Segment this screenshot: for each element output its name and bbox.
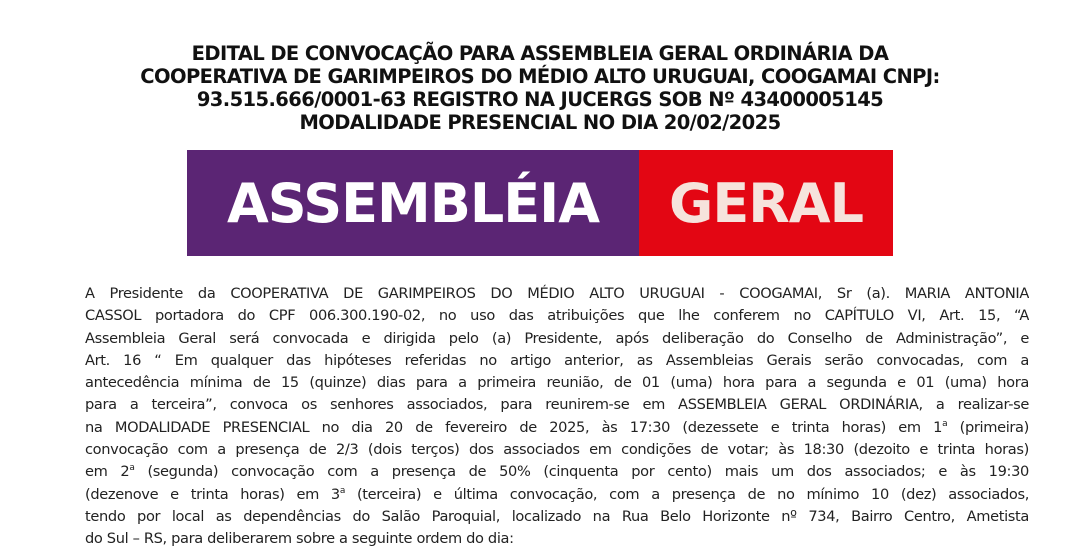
notice-title [60,42,1020,134]
body-line: para a terceira”, convoca os senhores associados, para reunirem-se em ASSEMBLEIA GERAL ORDINÁRIA, a realizar-se [85,396,1029,414]
notice-body [85,283,1029,551]
banner-left-text: ASSEMBLÉIA [226,171,600,235]
body-line: CASSOL portadora do CPF 006.300.190-02, no uso das atribuições que lhe conferem no CAPÍTULO VI, Art. 15, “A [85,307,1029,325]
title-line-4: MODALIDADE PRESENCIAL NO DIA 20/02/2025 [299,111,781,134]
body-text-segment: (dezenove e trinta horas) em 3 [85,485,340,503]
body-line: tendo por local as dependências do Salão Paroquial, localizado na Rua Belo Horizonte nº 734, Bairro Centro, Ametista [85,507,1029,525]
banner-right-text: GERAL [669,171,863,235]
ordinal-marker: a [339,485,346,496]
ordinal-marker: a [129,463,135,474]
body-text-segment: em 2 [85,463,130,481]
body-line: convocação com a presença de 2/3 (dois terços) dos associados em condições de votar; às 18:30 (dezoito e trinta horas) [85,441,1029,459]
body-line: Assembleia Geral será convocada e dirigida pelo (a) Presidente, após deliberação do Conselho de Administração”, e [85,329,1029,347]
banner-left-block [187,150,639,256]
body-text-segment: (segunda) convocação com a presença de 50% (cinquenta por cento) mais um dos associados; e às 19:30 [134,463,1029,481]
assembly-banner [187,150,893,256]
body-line: Art. 16 “ Em qualquer das hipóteses referidas no artigo anterior, as Assembleias Gerais serão convocadas, com a [85,351,1029,369]
title-line-1: EDITAL DE CONVOCAÇÃO PARA ASSEMBLEIA GERAL ORDINÁRIA DA [191,42,889,65]
ordinal-marker: a [942,418,948,429]
title-line-3: 93.515.666/0001-63 REGISTRO NA JUCERGS SOB Nº 43400005145 [196,88,884,111]
body-line: antecedência mínima de 15 (quinze) dias para a primeira reunião, de 01 (uma) hora para a segunda e 01 (uma) hora [85,374,1029,392]
banner-right-block [639,150,893,256]
body-text-segment: (primeira) [947,418,1029,436]
body-text-segment: na MODALIDADE PRESENCIAL no dia 20 de fevereiro de 2025, às 17:30 (dezessete e trinta horas) em 1 [85,418,943,436]
body-text-segment: (terceira) e última convocação, com a presença de no mínimo 10 (dez) associados, [345,485,1029,503]
body-line [85,461,1029,483]
title-line-2: COOPERATIVA DE GARIMPEIROS DO MÉDIO ALTO URUGUAI, COOGAMAI CNPJ: [140,65,940,88]
body-line: A Presidente da COOPERATIVA DE GARIMPEIROS DO MÉDIO ALTO URUGUAI - COOGAMAI, Sr (a). MARIA ANTONIA [85,285,1029,302]
body-line: do Sul – RS, para deliberarem sobre a seguinte ordem do dia: [85,530,514,548]
body-line [85,417,1029,439]
body-line [85,484,1029,506]
